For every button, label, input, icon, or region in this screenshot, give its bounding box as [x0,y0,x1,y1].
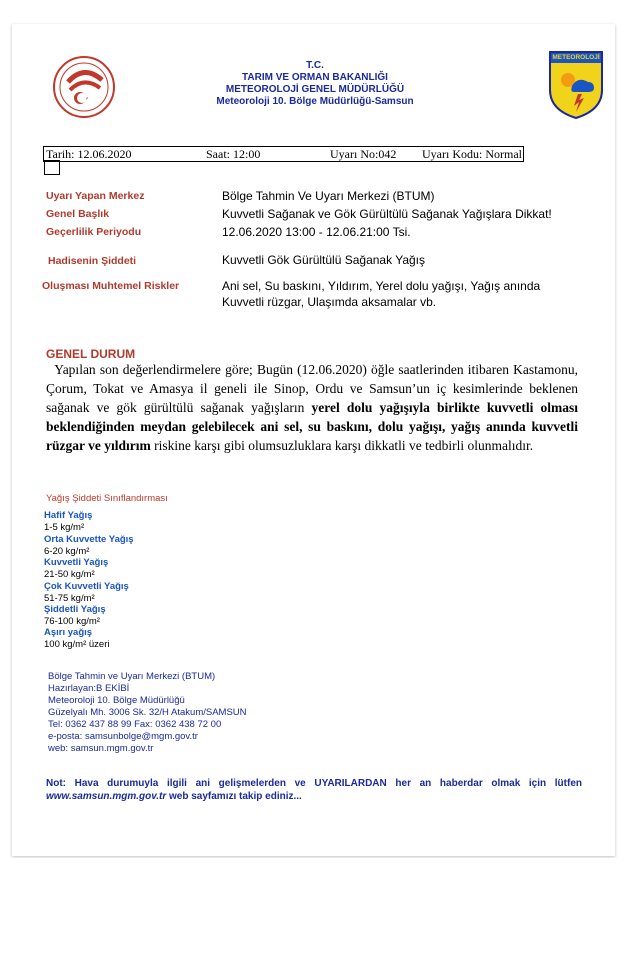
ministry-logo [42,52,126,122]
scale-value: 21-50 kg/m² [44,569,95,580]
value-issuing-center: Bölge Tahmin Ve Uyarı Merkezi (BTUM) [222,189,435,203]
scale-value: 76-100 kg/m² [44,616,100,627]
scale-value: 100 kg/m² üzeri [44,639,110,650]
value-severity: Kuvvetli Gök Gürültülü Sağanak Yağış [222,253,426,267]
label-risks: Oluşması Muhtemel Riskler [42,280,180,292]
header-directorate: METEOROLOJİ GENEL MÜDÜRLÜĞÜ [225,84,405,95]
logo-text: METEOROLOJİ [552,54,600,61]
label-severity: Hadisenin Şiddeti [48,255,137,267]
scale-name: Kuvvetli Yağış [44,557,109,568]
contact-phone: Tel: 0362 437 88 99 Fax: 0362 438 72 00 [48,719,222,730]
general-situation-paragraph [46,360,578,455]
contact-address: Güzelyalı Mh. 3006 Sk. 32/H Atakum/SAMSUN [48,707,247,718]
note-text-2: web sayfamızı takip ediniz... [166,791,302,802]
note-link[interactable]: www.samsun.mgm.gov.tr [46,791,167,802]
label-validity-period: Geçerlilik Periyodu [46,226,142,238]
meteoroloji-logo [548,50,604,120]
paragraph-text-2: riskine karşı gibi olumsuzluklara karşı dikkatli ve tedbirli olunmalıdır. [150,438,534,453]
date-field: Tarih: 12.06.2020 [46,147,132,161]
warning-number: Uyarı No:042 [330,147,397,161]
time-field: Saat: 12:00 [206,147,261,161]
header-ministry: TARIM VE ORMAN BAKANLIĞI [242,72,388,83]
contact-center: Bölge Tahmin ve Uyarı Merkezi (BTUM) [48,671,216,682]
scale-title: Yağış Şiddeti Sınıflandırması [46,493,168,504]
scale-name: Şiddetli Yağış [44,604,106,615]
scale-value: 51-75 kg/m² [44,593,95,604]
checkbox[interactable] [44,160,60,175]
section-title-general: GENEL DURUM [46,347,136,361]
note-text-1: Not: Hava durumuyla ilgili ani gelişmelerden ve UYARILARDAN her an haberdar olmak için lütfen [46,778,582,789]
value-risks-line1: Ani sel, Su baskını, Yıldırım, Yerel dolu yağışı, Yağış anında [222,279,541,293]
contact-email[interactable]: e-posta: samsunbolge@mgm.gov.tr [48,731,198,742]
contact-directorate: Meteoroloji 10. Bölge Müdürlüğü [48,695,185,706]
header-region: Meteoroloji 10. Bölge Müdürlüğü-Samsun [216,96,414,107]
value-general-title: Kuvvetli Sağanak ve Gök Gürültülü Sağanak Yağışlara Dikkat! [222,207,552,221]
contact-web[interactable]: web: samsun.mgm.gov.tr [48,743,154,754]
scale-name: Çok Kuvvetli Yağış [44,581,129,592]
footer-note [46,777,582,803]
paragraph-bold: yerel dolu yağışıyla birlikte kuvvetli olması beklendiğinden meydan gelebilecek ani sel, su baskını, dolu yağışı, yağış anında kuvvetli rüzgar ve yıldırım [46,400,578,453]
paragraph-text-1: Yapılan son değerlendirmelere göre; Bugün (12.06.2020) öğle saatlerinden itibaren Kastamonu, Çorum, Tokat ve Amasya il geneli ile Sinop, Ordu ve Samsun’un iç kesimlerinde beklenen sağanak ve gök gürültülü sağanak yağışların [46,362,578,415]
info-bar [43,146,524,162]
warning-code: Uyarı Kodu: Normal [422,147,522,161]
value-risks-line2: Kuvvetli rüzgar, Ulaşımda aksamalar vb. [222,295,437,309]
header-tc: T.C. [306,60,324,71]
label-general-title: Genel Başlık [46,208,110,220]
scale-value: 1-5 kg/m² [44,522,85,533]
scale-name: Hafif Yağış [44,510,93,521]
scale-name: Aşırı yağış [44,627,93,638]
contact-prepared-by: Hazırlayan:B EKİBİ [48,683,130,694]
scale-name: Orta Kuvvette Yağış [44,534,134,545]
value-validity-period: 12.06.2020 13:00 - 12.06.21:00 Tsi. [222,225,411,239]
label-issuing-center: Uyarı Yapan Merkez [46,190,145,202]
blank-area [0,858,628,960]
scale-value: 6-20 kg/m² [44,546,90,557]
